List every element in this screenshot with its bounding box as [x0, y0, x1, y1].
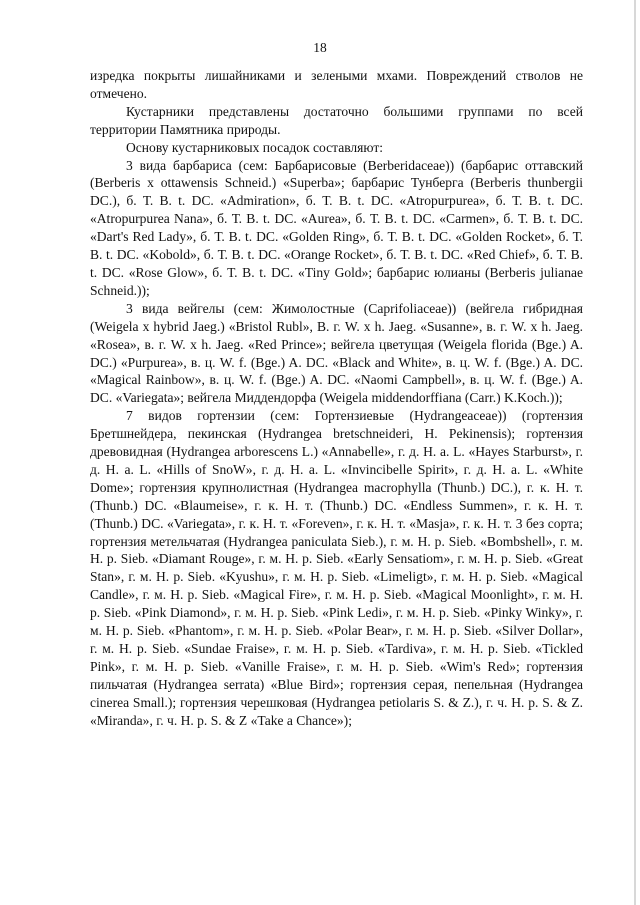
scan-edge-line	[634, 0, 636, 905]
paragraph-weigela: 3 вида вейгелы (сем: Жимолостные (Caprifoliaceae)) (вейгела гибридная (Weigela x hybrid Jaeg.) «Bristol Rubl», В. г. W. x h. Jaeg. «Susanne», в. г. W. x h. Jaeg. «Rosea», в. г. W. x h. Jaeg. «Red Prince»; вейгела цветущая (Weigela florida (Bge.) A. DC.) «Purpurea», в. ц. W. f. (Bge.) A. DC. «Black and White», в. ц. W. f. (Bge.) A. DC. «Magical Rainbow», в. ц. W. f. (Bge.) A. DC. «Naomi Campbell», в. ц. W. f. (Bge.) A. DC. «Variegata»; вейгела Миддендорфа (Weigela middendorffiana (Carr.) K.Koch.));	[90, 300, 583, 406]
paragraph-hydrangea: 7 видов гортензии (сем: Гортензиевые (Hydrangeaceae)) (гортензия Бретшнейдера, пекинская (Hydrangea bretschneideri, H. Pekinensis); гортензия древовидная (Hydrangea arborescens L.) «Annabelle», г. д. H. a. L. «Hayes Starburst», г. д. H. a. L. «Hills of SnoW», г. д. H. a. L. «Invincibelle Spirit», г. д. H. a. L. «White Dome»; гортензия крупнолистная (Hydrangea macrophylla (Thunb.) DC.), г. к. H. т. (Thunb.) DC. «Blaumeise», г. к. H. т. (Thunb.) DC. «Endless Summen», г. к. H. т. (Thunb.) DC. «Variegata», г. к. H. т. «Foreven», г. к. H. т. «Masja», г. к. H. т. 3 без сорта; гортензия метельчатая (Hydrangea paniculata Sieb.), г. м. H. p. Sieb. «Bombshell», г. м. H. p. Sieb. «Diamant Rouge», г. м. H. p. Sieb. «Early Sensatiom», г. м. H. p. Sieb. «Great Stan», г. м. H. p. Sieb. «Kyushu», г. м. H. p. Sieb. «Limeligt», г. м. H. p. Sieb. «Magical Candle», г. м. H. p. Sieb. «Magical Fire», г. м. H. p. Sieb. «Magical Moonlight», г. м. H. p. Sieb. «Pink Diamond», г. м. H. p. Sieb. «Pink Ledi», г. м. H. p. Sieb. «Pinky Winky», г. м. H. p. Sieb. «Phantom», г. м. H. p. Sieb. «Polar Bear», г. м. H. p. Sieb. «Silver Dollar», г. м. H. p. Sieb. «Sundae Fraise», г. м. H. p. Sieb. «Tardiva», г. м. H. p. Sieb. «Tickled Pink», г. м. H. p. Sieb. «Vanille Fraise», г. м. H. p. Sieb. «Wim's Red»; гортензия пильчатая (Hydrangea serrata) «Blue Bird»; гортензия серая, пепельная (Hydrangea cinerea Small.); гортензия черешковая (Hydrangea petiolaris S. & Z.), г. ч. H. p. S. & Z. «Miranda», г. ч. H. p. S. & Z «Take a Chance»);	[90, 408, 583, 728]
body-text	[90, 67, 583, 730]
page-number: 18	[313, 40, 327, 55]
paragraph-barberry: 3 вида барбариса (сем: Барбарисовые (Berberidaceae)) (барбарис оттавский (Berberis x ottawensis Schneid.) «Superba»; барбарис Тунберга (Berberis thunbergii DC.), б. Т. В. t. DC. «Admiration», б. Т. В. t. DC. «Atropurpurea», б. Т. В. t. DC. «Atropurpurea Nana», б. Т. В. t. DC. «Aurea», б. Т. В. t. DC. «Carmen», б. Т. В. t. DC. «Dart's Red Lady», б. Т. В. t. DC. «Golden Ring», б. Т. В. t. DC. «Golden Rocket», б. Т. В. t. DC. «Kobold», б. Т. В. t. DC. «Orange Rocket», б. Т. В. t. DC. «Red Chief», б. Т. В. t. DC. «Rose Glow», б. Т. В. t. DC. «Tiny Gold»; барбарис юлианы (Berberis julianae Schneid.));	[90, 157, 583, 298]
paragraph-continuation: изредка покрыты лишайниками и зелеными мхами. Повреждений стволов не отмечено.	[90, 68, 583, 101]
paragraph-shrubs-intro: Кустарники представлены достаточно большими группами по всей территории Памятника природы.	[90, 103, 583, 137]
paragraph-plantings-basis: Основу кустарниковых посадок составляют:	[126, 139, 384, 155]
